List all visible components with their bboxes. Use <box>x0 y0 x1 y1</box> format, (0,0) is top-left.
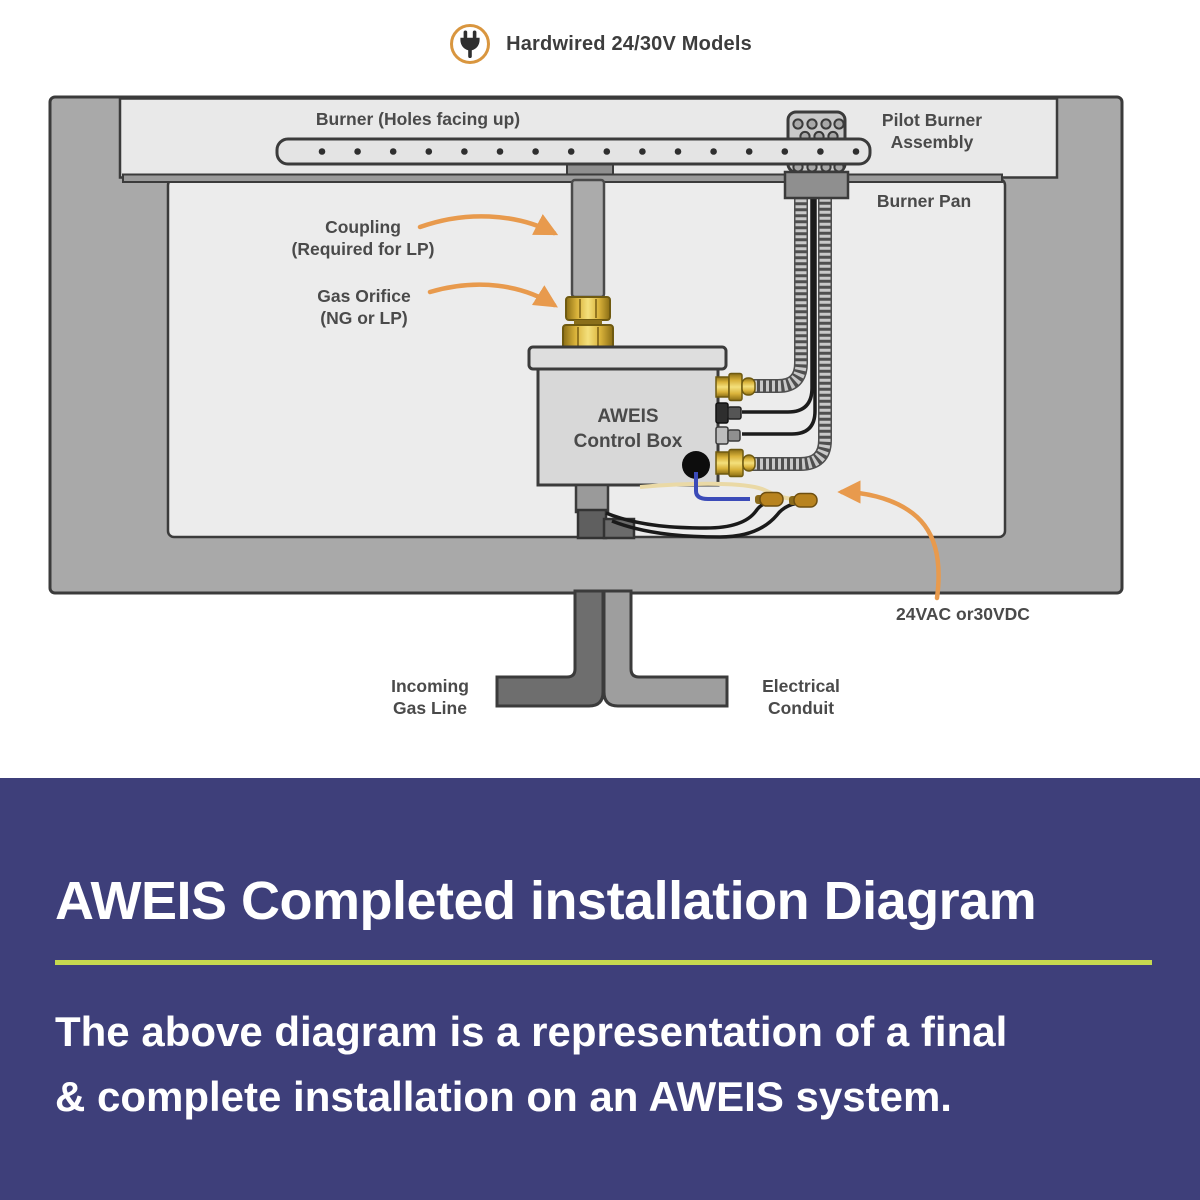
label-burner-pan: Burner Pan <box>876 191 972 211</box>
header-title: Hardwired 24/30V Models <box>506 32 752 55</box>
below-floor-pipes <box>497 591 727 706</box>
coupling-pipe <box>572 180 604 297</box>
label-coupling-line2: (Required for LP) <box>291 239 435 259</box>
label-orifice-line1: Gas Orifice <box>317 286 411 306</box>
label-pilot-line1: Pilot Burner <box>881 110 983 130</box>
footer-divider <box>55 960 1152 965</box>
label-coupling-line1: Coupling <box>325 217 401 237</box>
label-burner: Burner (Holes facing up) <box>315 109 521 129</box>
label-conduit-line1: Electrical <box>762 676 840 696</box>
burner-tube <box>277 139 870 164</box>
label-pilot-line2: Assembly <box>890 132 974 152</box>
footer-title: AWEIS Completed installation Diagram <box>55 871 1037 931</box>
label-gas-line1: Incoming <box>391 676 469 696</box>
footer-body-line2: & complete installation on an AWEIS system. <box>55 1073 952 1121</box>
gas-elbow <box>578 510 606 538</box>
burner-pan-surface <box>123 175 1002 183</box>
label-gas-line2: Gas Line <box>393 698 467 718</box>
electrical-conduit-pipe <box>604 591 727 706</box>
label-conduit-line2: Conduit <box>767 698 835 718</box>
box-gas-stub <box>576 485 608 512</box>
footer-panel <box>0 778 1200 1200</box>
label-orifice-line2: (NG or LP) <box>320 308 408 328</box>
footer-body-line1: The above diagram is a representation of a final <box>55 1007 1008 1055</box>
control-box-label-line1: AWEIS <box>597 406 659 427</box>
control-box-label-line2: Control Box <box>573 431 683 452</box>
footer-body <box>55 999 1152 1130</box>
incoming-gas-pipe <box>497 591 603 706</box>
label-power-rating: 24VAC or30VDC <box>896 604 1030 624</box>
pilot-assembly-base <box>785 172 848 198</box>
